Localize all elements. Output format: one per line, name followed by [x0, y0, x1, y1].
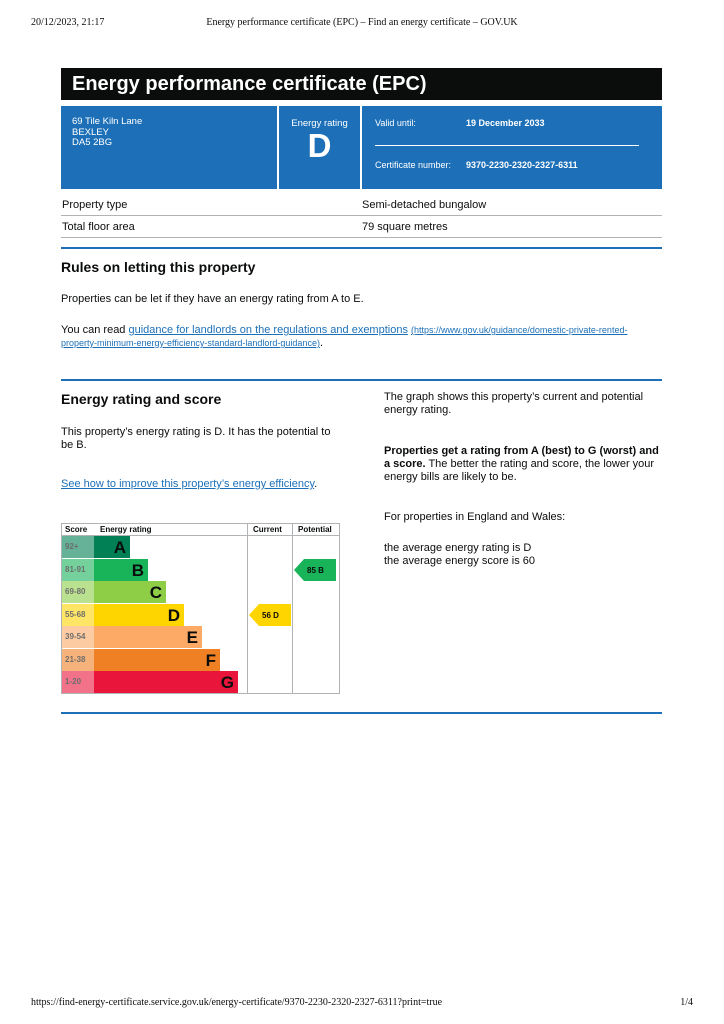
print-page-title: Energy performance certificate (EPC) – Find an energy certificate – GOV.UK	[206, 17, 518, 28]
potential-rating-arrow	[294, 559, 336, 581]
band-bar	[94, 559, 148, 581]
energy-rating-letter: D	[307, 127, 332, 164]
section-divider	[61, 247, 662, 249]
rating-scale-rest: The better the rating and score, the lower your energy bills are likely to be.	[384, 458, 655, 483]
band-letter: A	[113, 538, 126, 557]
energy-rating-box	[277, 106, 362, 189]
current-rating-arrow-label: 56 D	[262, 610, 279, 620]
certificate-number-label: Certificate number:	[375, 160, 452, 170]
guidance-suffix: .	[319, 337, 324, 349]
rating-band-a	[62, 536, 247, 558]
certificate-title: Energy performance certificate (EPC)	[61, 68, 662, 100]
address-line-3: DA5 2BG	[72, 137, 113, 148]
property-details-table	[61, 194, 662, 238]
header-energy-rating: Energy rating	[100, 525, 152, 534]
energy-rating-summary: This property’s energy rating is D. It has the potential to be B.	[61, 426, 331, 451]
band-bar	[94, 536, 130, 558]
rules-heading: Rules on letting this property	[61, 259, 256, 275]
landlord-guidance-url[interactable]: (https://www.gov.uk/guidance/domestic-private-rented-property-minimum-energy-efficiency-standard-landlord-guidance)	[61, 325, 628, 348]
band-score-range: 92+	[62, 536, 94, 558]
floor-area-label: Total floor area	[62, 221, 135, 233]
band-letter: F	[205, 650, 216, 670]
valid-until-label: Valid until:	[375, 118, 416, 128]
energy-rating-chart	[61, 523, 340, 694]
graph-explanation: The graph shows this property’s current and potential energy rating.	[384, 391, 644, 416]
band-score-range: 39-54	[62, 626, 94, 648]
print-url: https://find-energy-certificate.service.gov.uk/energy-certificate/9370-2230-2320-2327-6311?print=true	[31, 997, 443, 1008]
region-note: For properties in England and Wales:	[384, 511, 566, 523]
current-rating-arrow	[249, 604, 291, 626]
header-current: Current	[253, 525, 282, 534]
landlord-guidance-link[interactable]: guidance for landlords on the regulations and exemptions	[128, 324, 408, 336]
section-divider	[61, 712, 662, 714]
potential-column-divider	[292, 524, 293, 693]
band-bar	[94, 581, 166, 603]
details-divider	[375, 145, 639, 146]
potential-rating-arrow-label: 85 B	[307, 565, 324, 575]
rating-band-b	[62, 559, 247, 581]
header-potential: Potential	[298, 525, 332, 534]
band-letter: D	[167, 605, 180, 625]
band-score-range: 21-38	[62, 649, 94, 671]
floor-area-value: 79 square metres	[362, 221, 448, 233]
rating-band-g	[62, 671, 247, 693]
rating-band-c	[62, 581, 247, 603]
band-score-range: 69-80	[62, 581, 94, 603]
floor-area-row	[61, 216, 662, 238]
current-column-divider	[247, 524, 248, 693]
band-letter: C	[149, 583, 162, 602]
band-letter: B	[131, 560, 144, 580]
band-score-range: 81-91	[62, 559, 94, 581]
guidance-prefix: You can read	[61, 324, 129, 336]
rules-paragraph: Properties can be let if they have an energy rating from A to E.	[61, 293, 364, 305]
print-header	[31, 17, 693, 31]
improve-efficiency-link[interactable]: See how to improve this property’s energy efficiency	[61, 478, 315, 490]
energy-rating-label: Energy rating	[291, 118, 348, 129]
rating-band-f	[62, 649, 247, 671]
header-score: Score	[65, 525, 88, 534]
property-address	[61, 106, 275, 189]
rating-band-d	[62, 604, 247, 626]
property-type-value: Semi-detached bungalow	[362, 199, 487, 211]
rating-scale-explanation	[384, 445, 664, 484]
band-bar	[94, 626, 202, 648]
improve-efficiency-paragraph	[61, 478, 341, 491]
average-score: the average energy score is 60	[384, 555, 536, 567]
certificate-number-value: 9370-2230-2320-2327-6311	[466, 160, 578, 170]
address-line-2: BEXLEY	[72, 126, 109, 138]
band-score-range: 55-68	[62, 604, 94, 626]
print-datetime: 20/12/2023, 21:17	[31, 17, 105, 28]
rating-scale-bold: Properties get a rating from A (best) to G (worst) and a score.	[384, 445, 659, 470]
band-letter: E	[186, 628, 198, 647]
property-type-row	[61, 194, 662, 216]
property-type-label: Property type	[62, 199, 128, 211]
section-divider	[61, 379, 662, 381]
improve-suffix: .	[314, 478, 318, 490]
rules-guidance-paragraph	[61, 324, 662, 350]
band-bar	[94, 671, 238, 693]
band-score-range: 1-20	[62, 671, 94, 693]
energy-rating-heading: Energy rating and score	[61, 391, 222, 407]
chart-header	[62, 524, 339, 536]
average-rating: the average energy rating is D	[384, 542, 532, 554]
certificate-details	[364, 106, 662, 189]
band-letter: G	[220, 673, 234, 692]
valid-until-value: 19 December 2033	[466, 118, 545, 128]
page-number: 1/4	[680, 997, 693, 1008]
certificate-summary	[61, 106, 662, 189]
band-bar	[94, 649, 220, 671]
band-bar	[94, 604, 184, 626]
address-line-1: 69 Tile Kiln Lane	[72, 116, 143, 127]
print-footer	[31, 997, 693, 1011]
rating-band-e	[62, 626, 247, 648]
